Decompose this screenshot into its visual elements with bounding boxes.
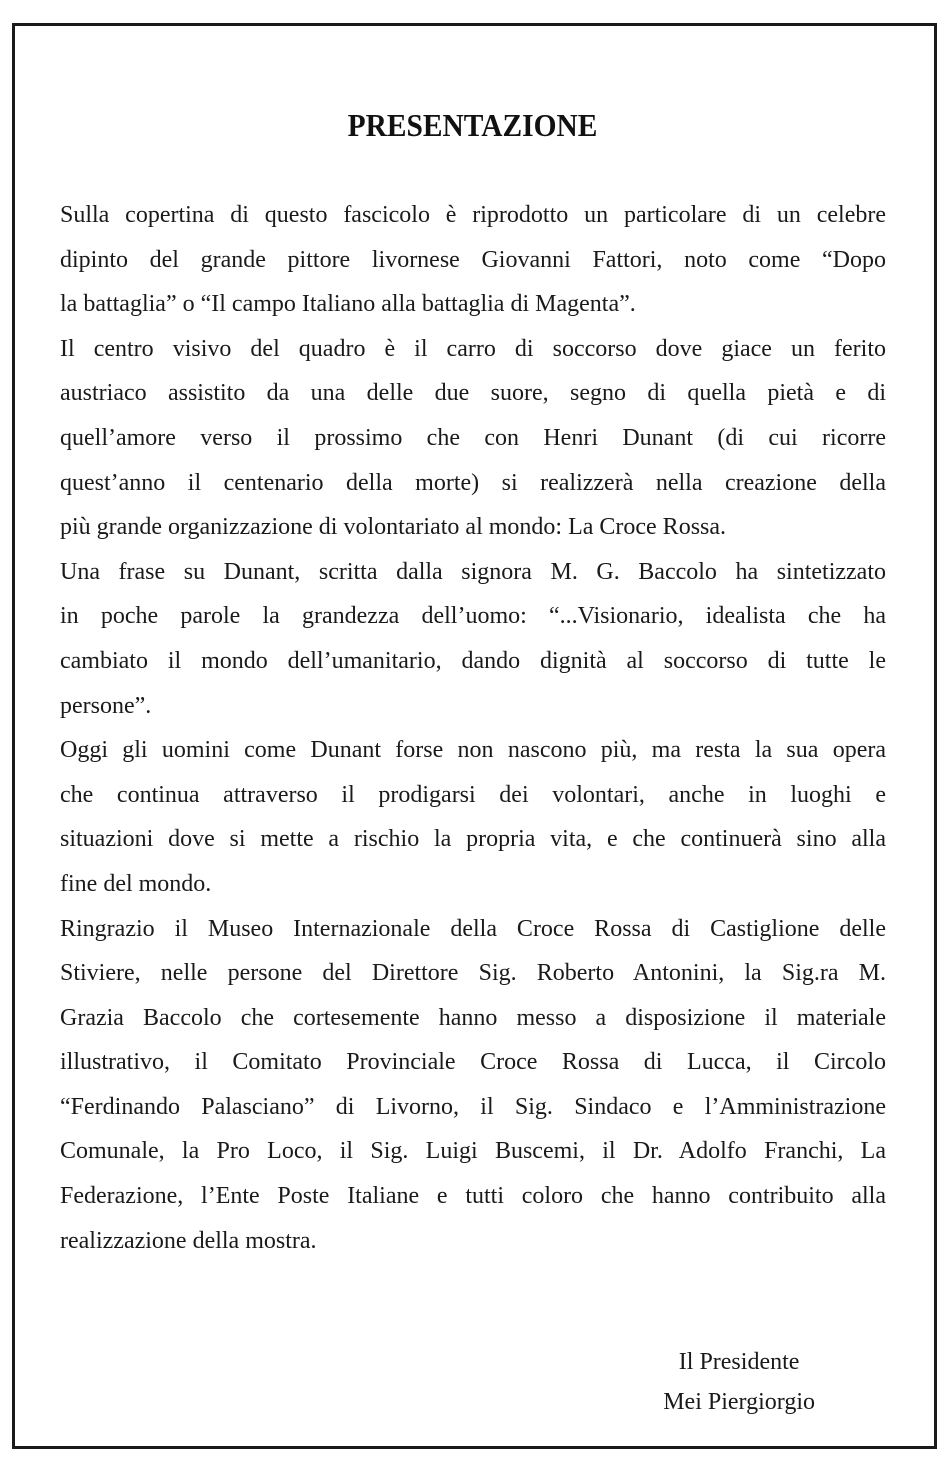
paragraph-volunteers — [60, 728, 886, 906]
text-line: Il centro visivo del quadro è il carro di soccorso dove giace un ferito — [60, 335, 886, 362]
text-line: dipinto del grande pittore livornese Giovanni Fattori, noto come “Dopo — [60, 246, 886, 273]
signature-block — [663, 1342, 815, 1422]
text-line: più grande organizzazione di volontariato al mondo: La Croce Rossa. — [60, 514, 727, 541]
text-line: “Ferdinando Palasciano” di Livorno, il Sig. Sindaco e l’Amministrazione — [60, 1093, 886, 1120]
text-line: Ringrazio il Museo Internazionale della Croce Rossa di Castiglione delle — [60, 915, 886, 942]
text-line: realizzazione della mostra. — [60, 1227, 317, 1254]
paragraph-acknowledgements — [60, 907, 886, 1264]
text-line: cambiato il mondo dell’umanitario, dando dignità al soccorso di tutte le — [60, 647, 886, 674]
text-line: la battaglia” o “Il campo Italiano alla battaglia di Magenta”. — [60, 291, 636, 318]
text-line: illustrativo, il Comitato Provinciale Croce Rossa di Lucca, il Circolo — [60, 1049, 886, 1076]
text-line: Oggi gli uomini come Dunant forse non nascono più, ma resta la sua opera — [60, 737, 886, 764]
text-line: che continua attraverso il prodigarsi dei volontari, anche in luoghi e — [60, 781, 886, 808]
signature-name: Mei Piergiorgio — [663, 1389, 815, 1415]
text-line: Comunale, la Pro Loco, il Sig. Luigi Buscemi, il Dr. Adolfo Franchi, La — [60, 1138, 886, 1165]
text-line: austriaco assistito da una delle due suore, segno di quella pietà e di — [60, 380, 886, 407]
paragraph-dunant-quote — [60, 550, 886, 728]
paragraph-cover-description — [60, 193, 886, 327]
text-line: fine del mondo. — [60, 870, 212, 897]
paragraph-painting-center — [60, 327, 886, 550]
text-line: Una frase su Dunant, scritta dalla signora M. G. Baccolo ha sintetizzato — [60, 558, 886, 585]
signature-role: Il Presidente — [678, 1349, 800, 1375]
text-line: situazioni dove si mette a rischio la propria vita, e che continuerà sino alla — [60, 826, 886, 853]
text-line: in poche parole la grandezza dell’uomo: “...Visionario, idealista che ha — [60, 603, 886, 630]
text-line: quest’anno il centenario della morte) si realizzerà nella creazione della — [60, 469, 886, 496]
page-title: PRESENTAZIONE — [347, 107, 598, 144]
document-body — [60, 193, 886, 1263]
text-line: Stiviere, nelle persone del Direttore Sig. Roberto Antonini, la Sig.ra M. — [60, 960, 886, 987]
text-line: quell’amore verso il prossimo che con Henri Dunant (di cui ricorre — [60, 424, 886, 451]
text-line: Grazia Baccolo che cortesemente hanno messo a disposizione il materiale — [60, 1004, 886, 1031]
text-line: Sulla copertina di questo fascicolo è riprodotto un particolare di un celebre — [60, 202, 886, 228]
text-line: Federazione, l’Ente Poste Italiane e tutti coloro che hanno contribuito alla — [60, 1183, 886, 1210]
text-line: persone”. — [60, 692, 152, 719]
